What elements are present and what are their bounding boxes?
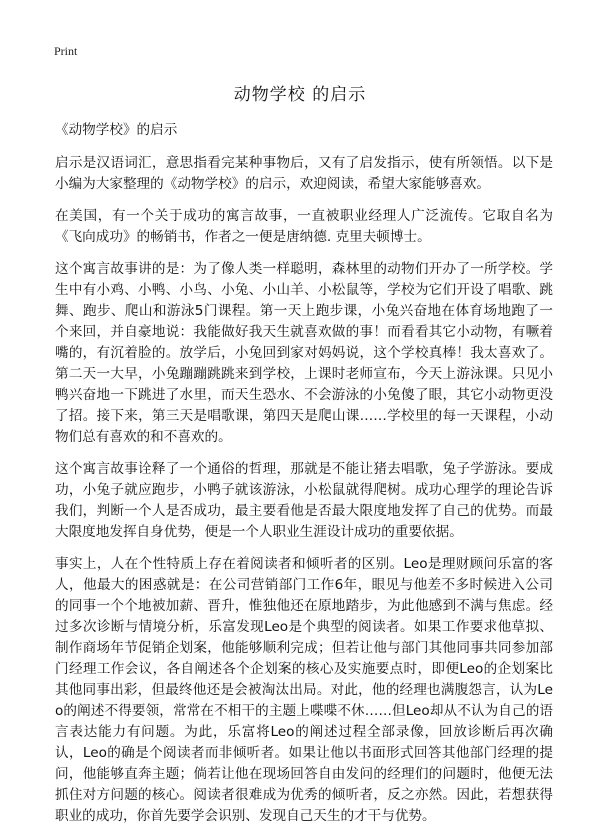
paragraph-moral: 这个寓言故事诠释了一个通俗的哲理，那就是不能让猪去唱歌，兔子学游泳。要成功，小兔子就应跑步，小鸭子就该游泳，小松鼠就得爬树。成功心理学的理论告诉我们，判断一个人是否成功，最主要看他是否最大限度地发挥了自己的优势。而最大限度地发挥自身优势，便是一个人职业生涯设计成功的重要依据。 [55,461,553,540]
paragraph-intro: 启示是汉语词汇，意思指看完某种事物后，又有了启发指示，使有所领悟。以下是小编为大家整理的《动物学校》的启示，欢迎阅读，希望大家能够喜欢。 [55,155,553,192]
paragraph-case-study: 事实上，人在个性特质上存在着阅读者和倾听者的区别。Leo是理财顾问乐富的客人，他最大的困惑就是：在公司营销部门工作6年，眼见与他差不多时候进入公司的同事一个个地被加薪、晋升，惟独他还在原地踏步，为此他感到不满与焦虑。经过多次诊断与情境分析，乐富发现Leo是个典型的阅读者。如果工作要求他草拟、制作商场年节促销企划案，他能够顺利完成；但若让他与部门其他同事共同参加部门经理工作会议，各自阐述各个企划案的核心及实施要点时，即便Leo的企划案比其他同事出彩，但最终他还是会被淘汰出局。对此，他的经理也满腹怨言，认为Leo的阐述不得要领，常常在不相干的主题上喋喋不休……但Leo却从不认为自己的语言表达能力有问题。为此，乐富将Leo的阐述过程全部录像，回放诊断后再次确认，Leo的确是个阅读者而非倾听者。如果让他以书面形式回答其他部门经理的提问，他能够直奔主题；倘若让他在现场回答自由发问的经理们的问题时，他便无法抓住对方问题的核心。阅读者很难成为优秀的倾听者，反之亦然。因此，若想获得职业的成功，你首先要学会识别、发现自己天生的才干与优势。 [55,556,553,824]
article-body [55,120,553,838]
paragraph-fable: 这个寓言故事讲的是：为了像人类一样聪明，森林里的动物们开办了一所学校。学生中有小鸡、小鸭、小鸟、小兔、小山羊、小松鼠等，学校为它们开设了唱歌、跳舞、跑步、爬山和游泳5门课程。第一天上跑步课，小兔兴奋地在体育场地跑了一个来回，并自豪地说：我能做好我天生就喜欢做的事！而看看其它小动物，有噘着嘴的，有沉着脸的。放学后，小兔回到家对妈妈说，这个学校真棒！我太喜欢了。第二天一大早，小兔蹦蹦跳跳来到学校，上课时老师宣布，今天上游泳课。只见小鸭兴奋地一下跳进了水里，而天生恐水、不会游泳的小兔傻了眼，其它小动物更没了招。接下来，第三天是唱歌课，第四天是爬山课……学校里的每一天课程，小动物们总有喜欢的和不喜欢的。 [55,261,553,445]
page-title: 动物学校 的启示 [233,85,367,105]
paragraph-background: 在美国，有一个关于成功的寓言故事，一直被职业经理人广泛流传。它取自名为《飞向成功》的畅销书，作者之一便是唐纳德. 克里夫顿博士。 [55,208,553,245]
print-link[interactable]: Print [54,44,78,58]
article-subtitle: 《动物学校》的启示 [55,122,178,138]
